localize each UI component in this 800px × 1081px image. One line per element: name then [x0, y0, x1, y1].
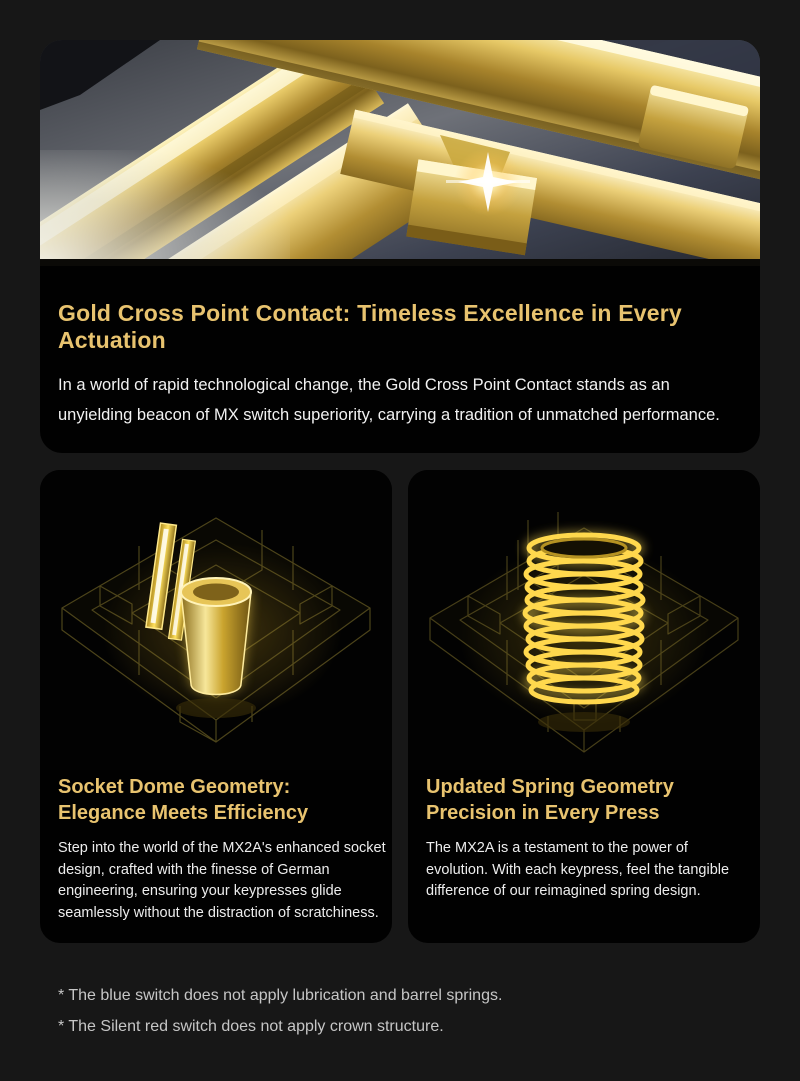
title-line: Elegance Meets Efficiency [58, 802, 309, 824]
title-line: Updated Spring Geometry [426, 776, 674, 798]
paragraph-line: engineering, ensuring your keypresses glide [58, 883, 342, 899]
paragraph-line: difference of our reimagined spring design. [426, 883, 701, 899]
paragraph-line: design, crafted with the finesse of German [58, 861, 330, 878]
hero-text-block [40, 266, 760, 430]
footnotes [58, 980, 502, 1042]
spring-paragraph [426, 838, 742, 903]
paragraph-line: evolution. With each keypress, feel the tangible [426, 861, 730, 878]
hero-paragraph [58, 370, 742, 430]
paragraph-line: Step into the world of the MX2A's enhanced socket [58, 840, 386, 856]
hero-title: Gold Cross Point Contact: Timeless Excellence in Every Actuation [58, 300, 682, 353]
feature-card-row [40, 470, 760, 943]
title-line: Socket Dome Geometry: [58, 776, 291, 798]
feature-card-socket-dome [40, 470, 392, 943]
footnote-blue-switch: * The blue switch does not apply lubrication and barrel springs. [58, 987, 503, 1004]
socket-dome-title [58, 774, 374, 826]
spring-render-image [408, 470, 760, 770]
spring-title [426, 774, 742, 826]
paragraph-line: The MX2A is a testament to the power of [426, 840, 688, 856]
hero-paragraph-line: unyielding beacon of MX switch superiority, carrying a tradition of unmatched performance. [58, 406, 720, 424]
hero-card [40, 40, 760, 453]
gold-contact-macro-image [40, 40, 760, 266]
feature-card-spring [408, 470, 760, 943]
title-line: Precision in Every Press [426, 802, 660, 824]
socket-dome-render-art [40, 470, 392, 770]
socket-dome-render-image [40, 470, 392, 770]
hero-paragraph-line: In a world of rapid technological change, the Gold Cross Point Contact stands as an [58, 376, 670, 394]
gold-contact-macro-art [40, 40, 760, 266]
footnote-silent-red-switch: * The Silent red switch does not apply crown structure. [58, 1018, 444, 1035]
paragraph-line: seamlessly without the distraction of scratchiness. [58, 904, 379, 921]
socket-dome-paragraph [58, 838, 386, 924]
spring-render-art [408, 470, 760, 770]
